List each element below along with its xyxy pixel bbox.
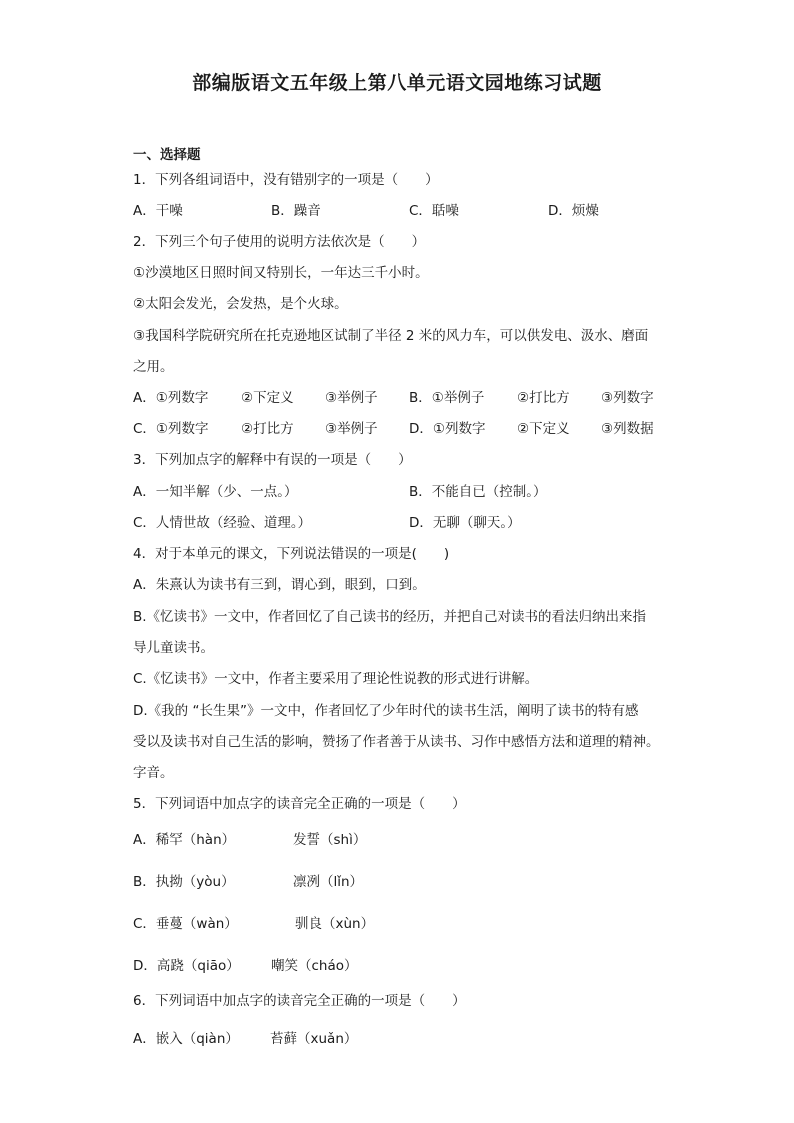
q2-sentence-3-cont: 之用。 [133,359,174,375]
page-title: 部编版语文五年级上第八单元语文园地练习试题 [192,72,602,94]
q3-option-d: D．无聊（聊天。） [409,515,521,531]
q6-option-a-word-1: A．嵌入（qiàn） [133,1031,239,1047]
q2-option-b-1: B．①举例子 [409,390,485,406]
q2-option-c-1: C．①列数字 [133,421,209,437]
q4-option-d: D.《我的 “长生果”》一文中，作者回忆了少年时代的读书生活，阐明了读书的特有感 [133,703,639,719]
q2-option-d-1: D．①列数字 [409,421,486,437]
question-4-stem: 4．对于本单元的课文，下列说法错误的一项是( ) [133,546,450,562]
q1-option-b: B．躁音 [271,203,321,219]
question-1-stem: 1．下列各组词语中，没有错别字的一项是（ ） [133,172,439,188]
q4-option-a: A．朱熹认为读书有三到，谓心到，眼到，口到。 [133,577,426,593]
q5-option-a-word-1: A．稀罕（hàn） [133,832,236,848]
q1-option-c: C．聒噪 [409,203,459,219]
q5-option-d-word-1: D．高跷（qiāo） [133,958,240,974]
q4-option-d-cont: 受以及读书对自己生活的影响，赞扬了作者善于从读书、习作中感悟方法和道理的精神。 [133,734,660,750]
q4-option-c: C.《忆读书》一文中，作者主要采用了理论性说教的形式进行讲解。 [133,671,539,687]
q2-option-a-3: ③举例子 [325,390,378,406]
q3-option-a: A．一知半解（少、一点。） [133,484,298,500]
q2-option-b-2: ②打比方 [517,390,570,406]
question-3-stem: 3．下列加点字的解释中有误的一项是（ ） [133,452,412,468]
question-5-stem: 5．下列词语中加点字的读音完全正确的一项是（ ） [133,796,466,812]
section-heading: 一、选择题 [133,147,201,163]
q3-option-b: B．不能自已（控制。） [409,484,547,500]
q5-option-c-word-1: C．垂蔓（wàn） [133,916,238,932]
question-6-stem: 6．下列词语中加点字的读音完全正确的一项是（ ） [133,993,466,1009]
q2-option-a-2: ②下定义 [241,390,294,406]
q5-option-b-word-2: 凛冽（lǐn） [293,874,364,890]
q2-option-c-3: ③举例子 [325,421,378,437]
q2-option-b-3: ③列数字 [601,390,654,406]
q4-option-b: B.《忆读书》一文中，作者回忆了自己读书的经历，并把自己对读书的看法归纳出来指 [133,609,647,625]
question-2-stem: 2．下列三个句子使用的说明方法依次是（ ） [133,234,426,250]
q2-option-a-1: A．①列数字 [133,390,209,406]
q4-option-b-cont: 导儿童读书。 [133,640,214,656]
q5-option-d-word-2: 嘲笑（cháo） [271,958,358,974]
q5-option-a-word-2: 发誓（shì） [293,832,367,848]
q4-option-d-tail: 字音。 [133,765,174,781]
q2-option-c-2: ②打比方 [241,421,294,437]
q2-option-d-2: ②下定义 [517,421,570,437]
q5-option-b-word-1: B．执拗（yòu） [133,874,235,890]
q3-option-c: C．人情世故（经验、道理。） [133,515,312,531]
q6-option-a-word-2: 苔藓（xuǎn） [270,1031,358,1047]
q2-sentence-1: ①沙漠地区日照时间又特别长，一年达三千小时。 [133,265,429,281]
q2-sentence-3: ③我国科学院研究所在托克逊地区试制了半径 2 米的风力车，可以供发电、汲水、磨面 [133,328,649,344]
q1-option-a: A．干噪 [133,203,183,219]
q2-option-d-3: ③列数据 [601,421,654,437]
q2-sentence-2: ②太阳会发光，会发热，是个火球。 [133,296,348,312]
q1-option-d: D．烦燥 [548,203,599,219]
q5-option-c-word-2: 驯良（xùn） [295,916,375,932]
